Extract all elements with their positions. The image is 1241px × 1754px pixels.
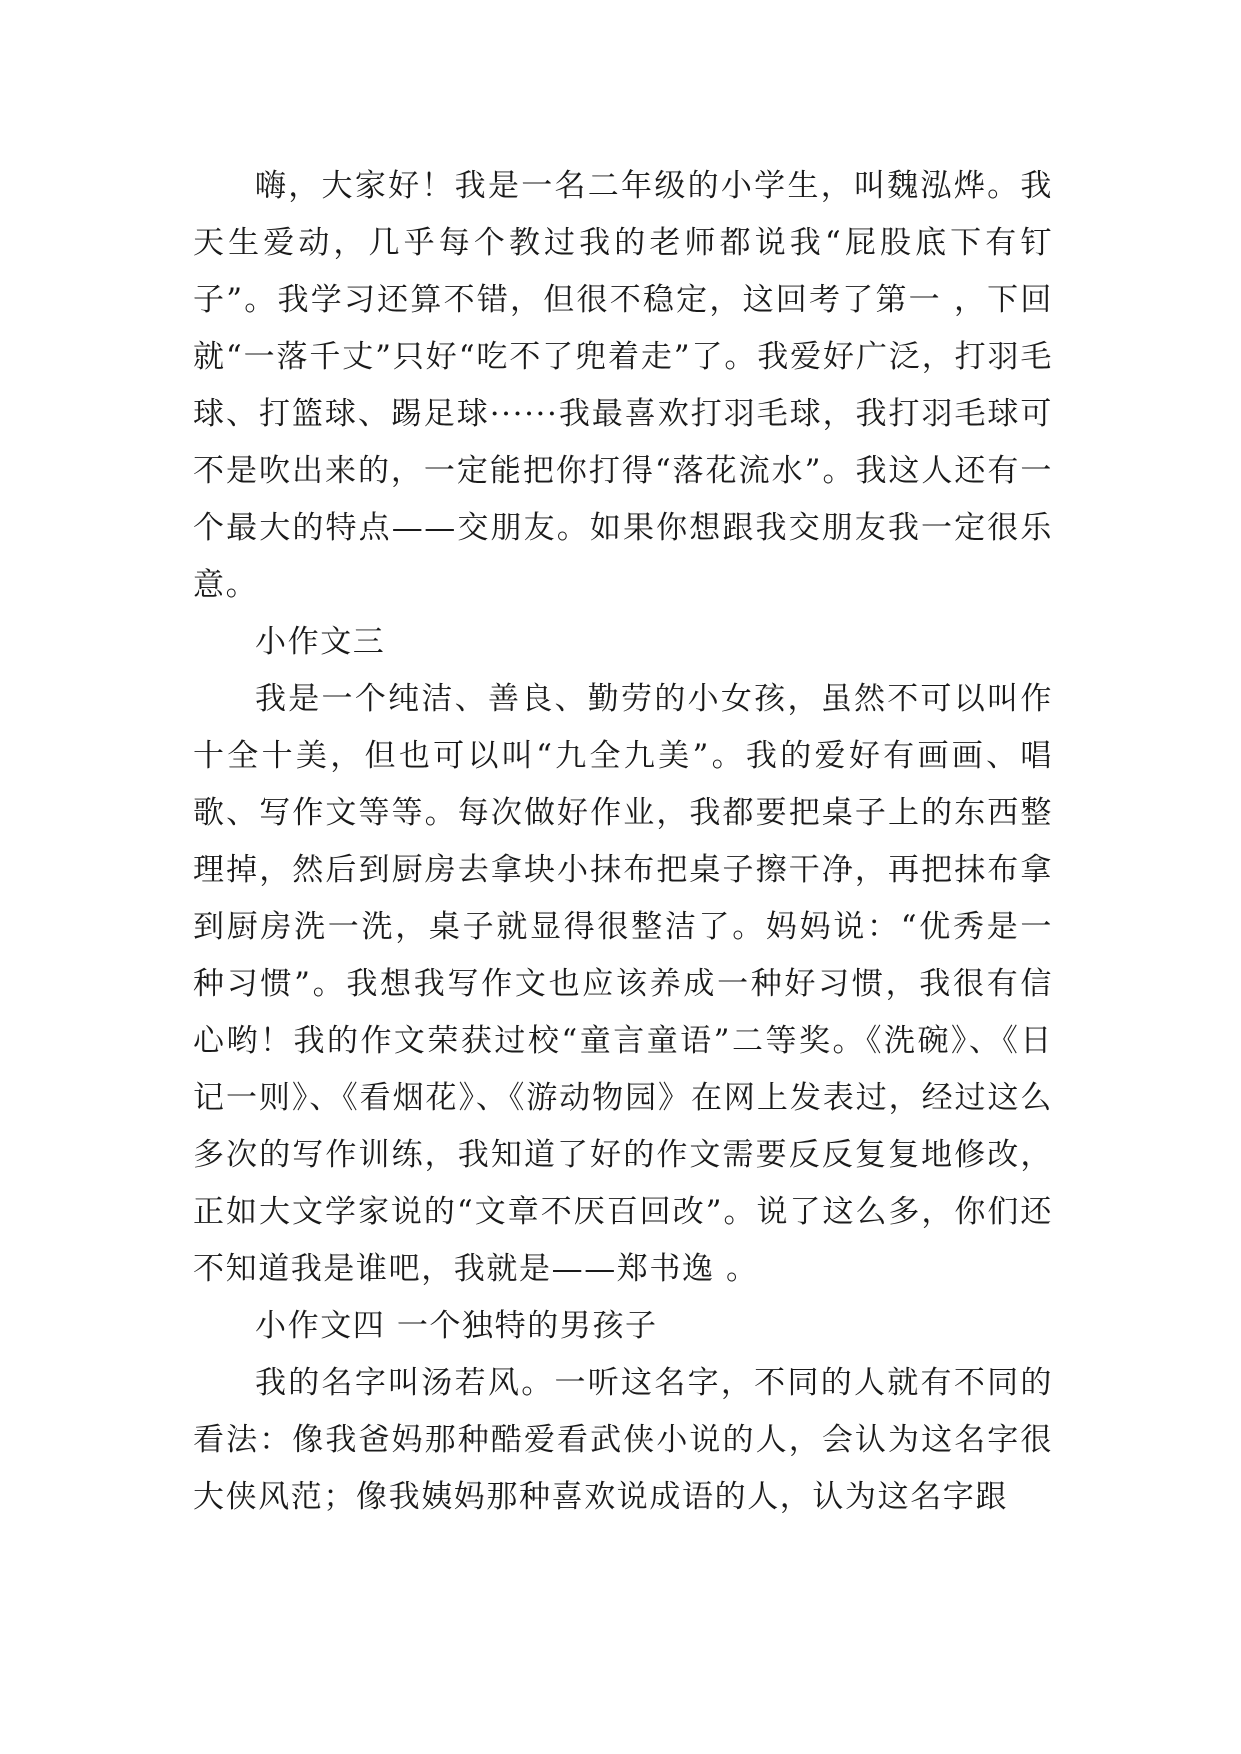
document-body bbox=[193, 158, 1053, 1526]
section-heading-3: 小作文三 bbox=[255, 624, 386, 660]
section-heading-4: 小作文四 一个独特的男孩子 bbox=[255, 1308, 658, 1344]
paragraph-essay-3: 我是一个纯洁、善良、勤劳的小女孩，虽然不可以叫作十全十美，但也可以叫“九全九美”。我的爱好有画画、唱歌、写作文等等。每次做好作业，我都要把桌子上的东西整理掉，然后到厨房去拿块小抹布把桌子擦干净，再把抹布拿到厨房洗一洗，桌子就显得很整洁了。妈妈说：“优秀是一种习惯”。我想我写作文也应该养成一种好习惯，我很有信心哟！我的作文荣获过校“童言童语”二等奖。《洗碗》、《日记一则》、《看烟花》、《游动物园》在网上发表过，经过这么多次的写作训练，我知道了好的作文需要反反复复地修改，正如大文学家说的“文章不厌百回改”。说了这么多，你们还不知道我是谁吧，我就是——郑书逸 。 bbox=[193, 681, 1053, 1287]
paragraph-essay-4: 我的名字叫汤若风。一听这名字，不同的人就有不同的看法：像我爸妈那种酷爱看武侠小说的人，会认为这名字很大侠风范；像我姨妈那种喜欢说成语的人，认为这名字跟 bbox=[193, 1365, 1053, 1515]
paragraph-intro: 嗨，大家好！我是一名二年级的小学生，叫魏泓烨。我天生爱动，几乎每个教过我的老师都说我“屁股底下有钉子”。我学习还算不错，但很不稳定，这回考了第一 ，下回就“一落千丈”只好“吃不了兜着走”了。我爱好广泛，打羽毛球、打篮球、踢足球······我最喜欢打羽毛球，我打羽毛球可不是吹出来的，一定能把你打得“落花流水”。我这人还有一个最大的特点——交朋友。如果你想跟我交朋友我一定很乐意。 bbox=[193, 168, 1053, 603]
